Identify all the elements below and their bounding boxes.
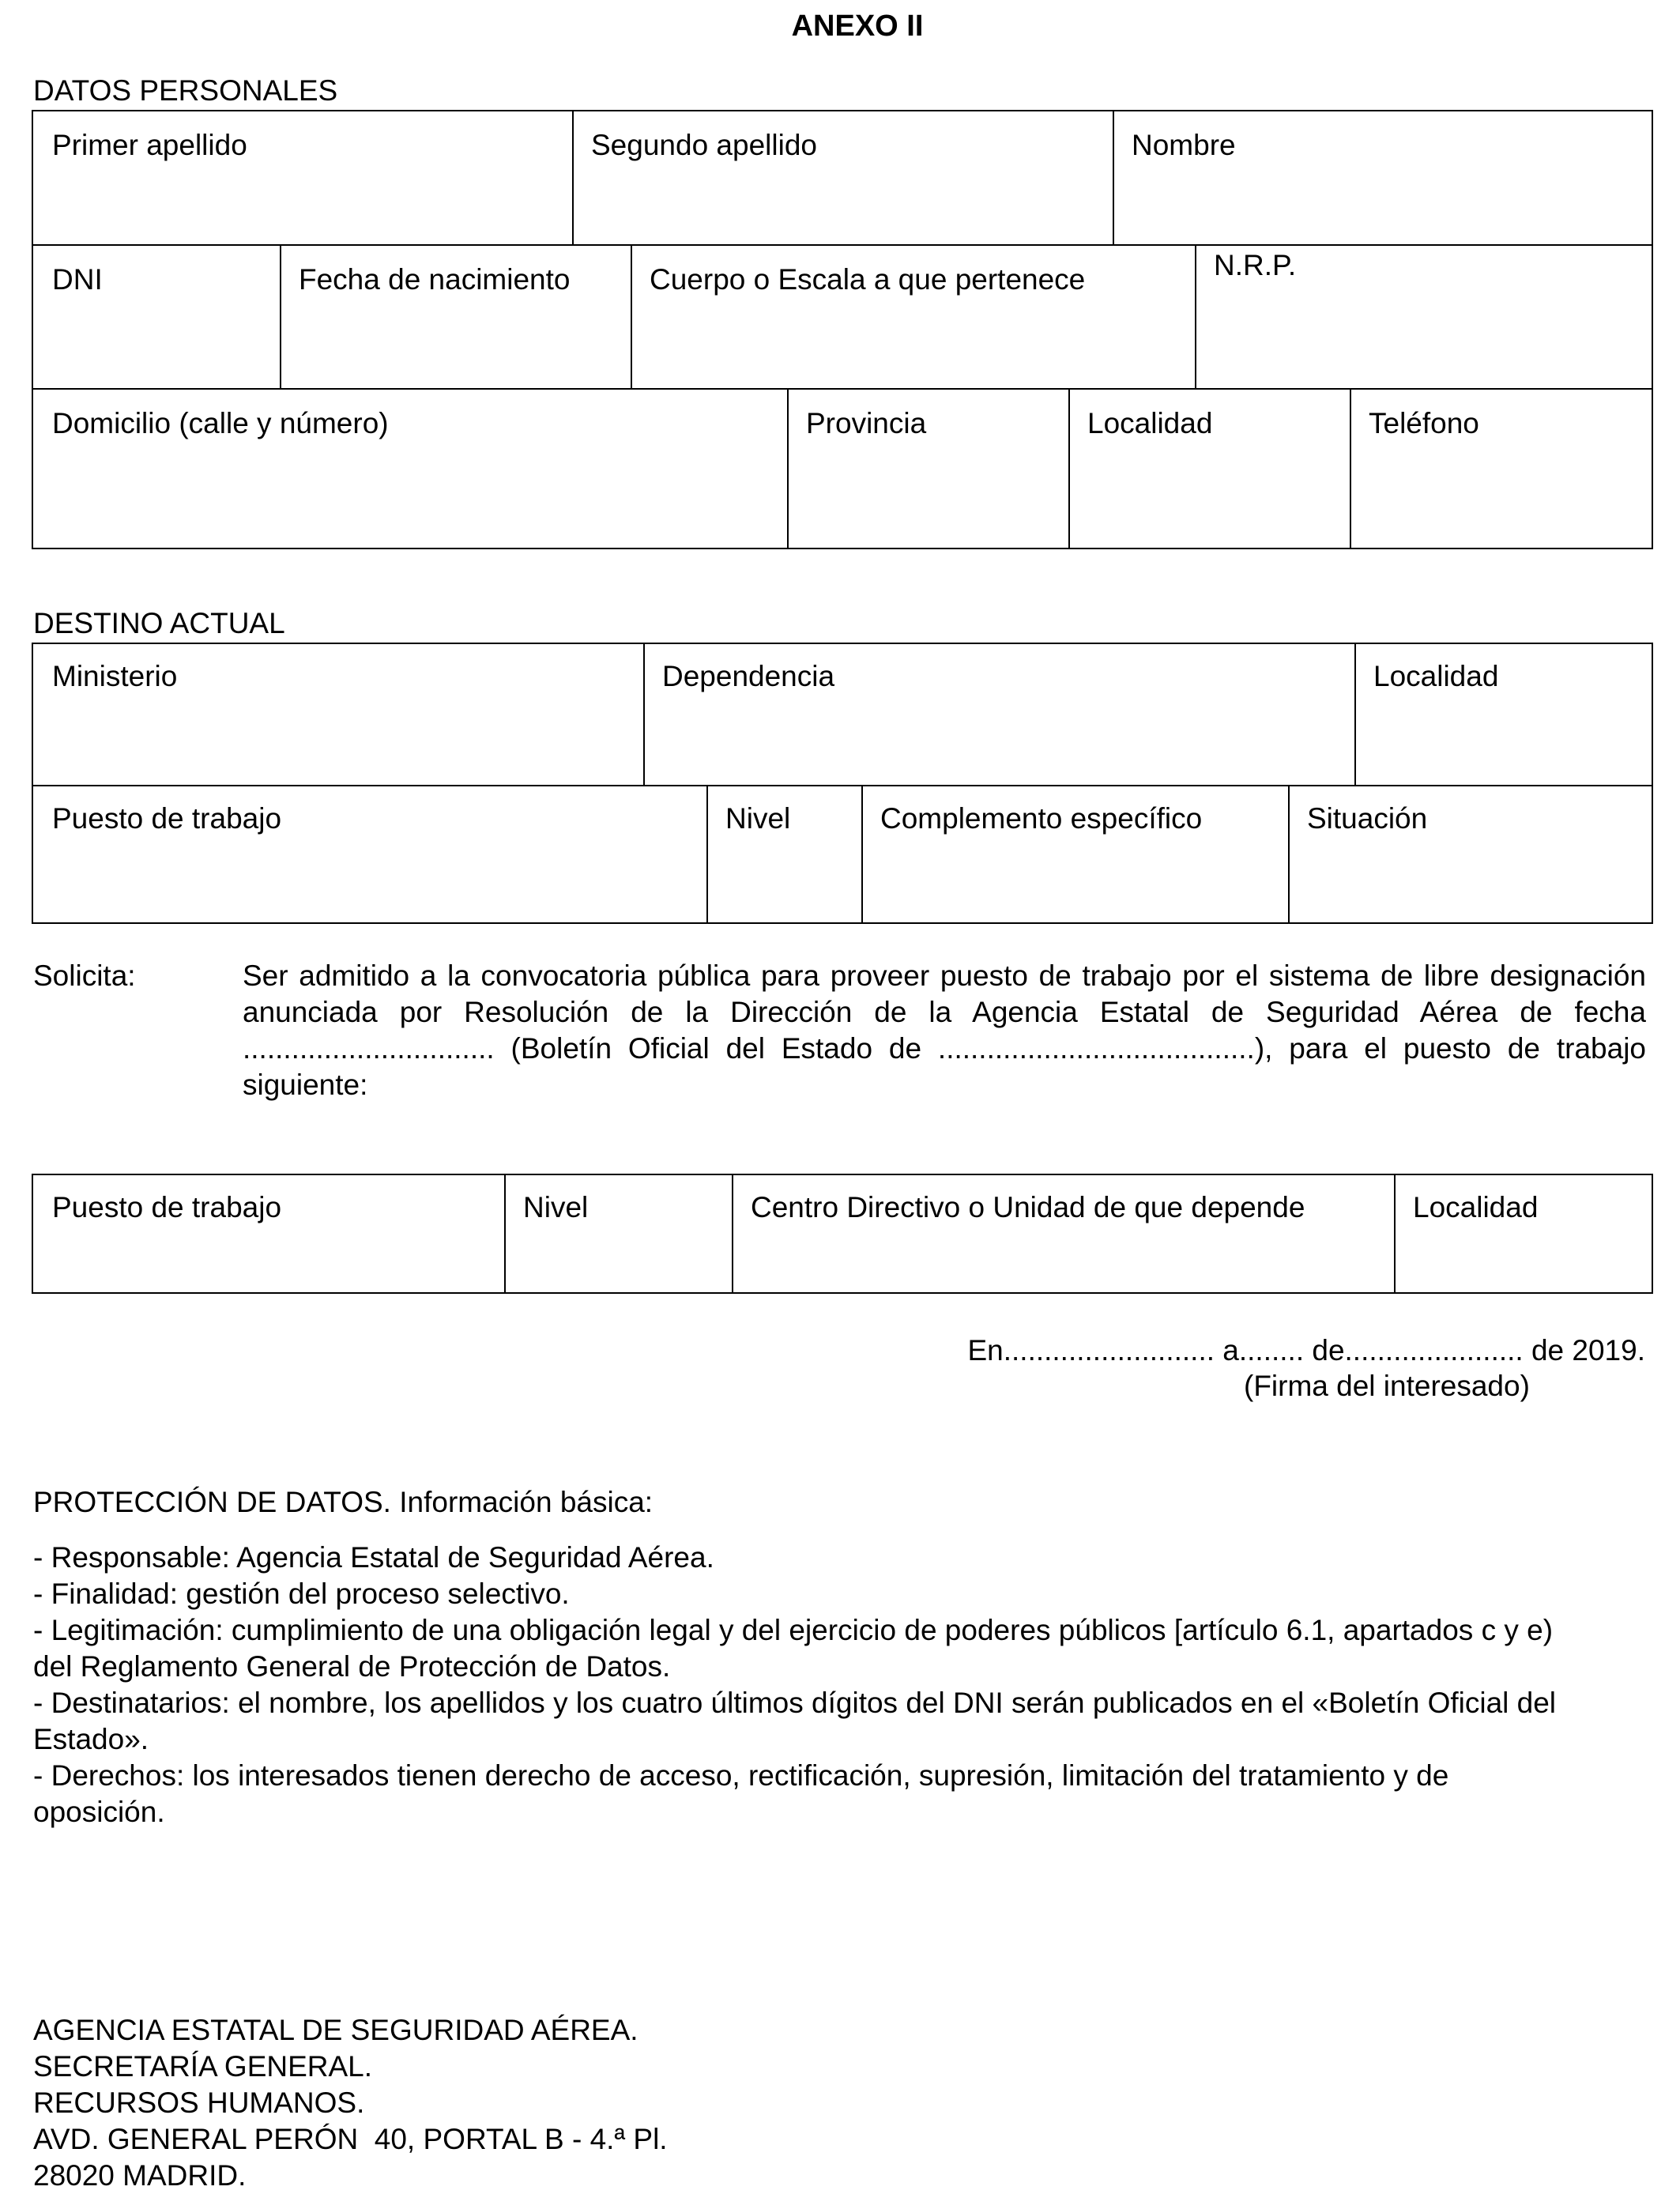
- column-divider: [631, 244, 632, 388]
- column-divider: [706, 785, 708, 922]
- destino-actual-table: [32, 643, 1653, 924]
- footer-line: SECRETARÍA GENERAL.: [33, 2050, 373, 2083]
- proteccion-datos-list: [33, 1540, 1566, 1830]
- puesto-solicitado-table: [32, 1174, 1653, 1294]
- column-divider: [1288, 785, 1290, 922]
- footer-line: RECURSOS HUMANOS.: [33, 2087, 365, 2119]
- situacion-field[interactable]: Situación: [1307, 802, 1428, 835]
- document-title: ANEXO II: [791, 9, 924, 43]
- dni-field[interactable]: DNI: [52, 263, 103, 296]
- puesto-trabajo-field[interactable]: Puesto de trabajo: [52, 1191, 282, 1223]
- nivel-field[interactable]: Nivel: [523, 1191, 589, 1223]
- primer-apellido-field[interactable]: Primer apellido: [52, 129, 247, 161]
- list-item: - Responsable: Agencia Estatal de Seguridad Aérea.: [33, 1541, 714, 1574]
- complemento-especifico-field[interactable]: Complemento específico: [880, 802, 1203, 835]
- list-item: - Legitimación: cumplimiento de una obligación legal y del ejercicio de poderes públicos [artículo 6.1, apartados c y e) del Reglamento General de Protección de Datos.: [33, 1614, 1561, 1683]
- localidad-field[interactable]: Localidad: [1087, 407, 1213, 439]
- puesto-trabajo-field[interactable]: Puesto de trabajo: [52, 802, 282, 835]
- list-item: - Destinatarios: el nombre, los apellidos y los cuatro últimos dígitos del DNI serán publicados en el «Boletín Oficial del Estado».: [33, 1687, 1565, 1755]
- provincia-field[interactable]: Provincia: [806, 407, 927, 439]
- column-divider: [787, 388, 789, 548]
- segundo-apellido-field[interactable]: Segundo apellido: [591, 129, 817, 161]
- row-divider: [33, 244, 1652, 246]
- destino-actual-heading: DESTINO ACTUAL: [33, 607, 285, 639]
- column-divider: [1394, 1175, 1396, 1292]
- column-divider: [861, 785, 863, 922]
- datos-personales-heading: DATOS PERSONALES: [33, 74, 338, 107]
- column-divider: [1195, 244, 1196, 388]
- nivel-field[interactable]: Nivel: [725, 802, 791, 835]
- solicita-text: Ser admitido a la convocatoria pública para proveer puesto de trabajo por el sistema de libre designación anunciada por Resolución de la Dirección de la Agencia Estatal de Seguridad Aérea de fecha ............................... (Boletín Oficial del Estado de .......................................), para el puesto de trabajo siguiente:: [243, 959, 1646, 1101]
- datos-personales-table: [32, 110, 1653, 549]
- column-divider: [643, 644, 645, 785]
- nrp-field[interactable]: N.R.P.: [1214, 249, 1297, 281]
- row-divider: [33, 388, 1652, 390]
- column-divider: [1354, 644, 1356, 785]
- column-divider: [572, 111, 574, 244]
- firma-label: (Firma del interesado): [1244, 1370, 1530, 1402]
- column-divider: [280, 244, 281, 388]
- footer-line: 28020 MADRID.: [33, 2159, 247, 2192]
- centro-directivo-field[interactable]: Centro Directivo o Unidad de que depende: [751, 1191, 1305, 1223]
- column-divider: [1350, 388, 1351, 548]
- localidad-field[interactable]: Localidad: [1413, 1191, 1539, 1223]
- domicilio-field[interactable]: Domicilio (calle y número): [52, 407, 389, 439]
- footer-line: AGENCIA ESTATAL DE SEGURIDAD AÉREA.: [33, 2014, 638, 2046]
- localidad-field[interactable]: Localidad: [1373, 660, 1499, 692]
- fecha-nacimiento-field[interactable]: Fecha de nacimiento: [299, 263, 571, 296]
- list-item: - Derechos: los interesados tienen derecho de acceso, rectificación, supresión, limitación del tratamiento y de oposición.: [33, 1759, 1457, 1828]
- column-divider: [1113, 111, 1114, 244]
- dependencia-field[interactable]: Dependencia: [662, 660, 835, 692]
- cuerpo-escala-field[interactable]: Cuerpo o Escala a que pertenece: [650, 263, 1086, 296]
- column-divider: [504, 1175, 506, 1292]
- row-divider: [33, 785, 1652, 786]
- column-divider: [1068, 388, 1070, 548]
- fecha-firma-line: En.......................... a........ de...................... de 2019.: [967, 1334, 1645, 1367]
- solicita-label: Solicita:: [33, 959, 136, 992]
- telefono-field[interactable]: Teléfono: [1369, 407, 1479, 439]
- ministerio-field[interactable]: Ministerio: [52, 660, 178, 692]
- address-footer: [33, 2012, 668, 2194]
- proteccion-datos-title: PROTECCIÓN DE DATOS. Información básica:: [33, 1486, 654, 1518]
- column-divider: [732, 1175, 733, 1292]
- nombre-field[interactable]: Nombre: [1132, 129, 1236, 161]
- footer-line: AVD. GENERAL PERÓN 40, PORTAL B - 4.ª Pl.: [33, 2123, 668, 2155]
- list-item: - Finalidad: gestión del proceso selectivo.: [33, 1578, 570, 1610]
